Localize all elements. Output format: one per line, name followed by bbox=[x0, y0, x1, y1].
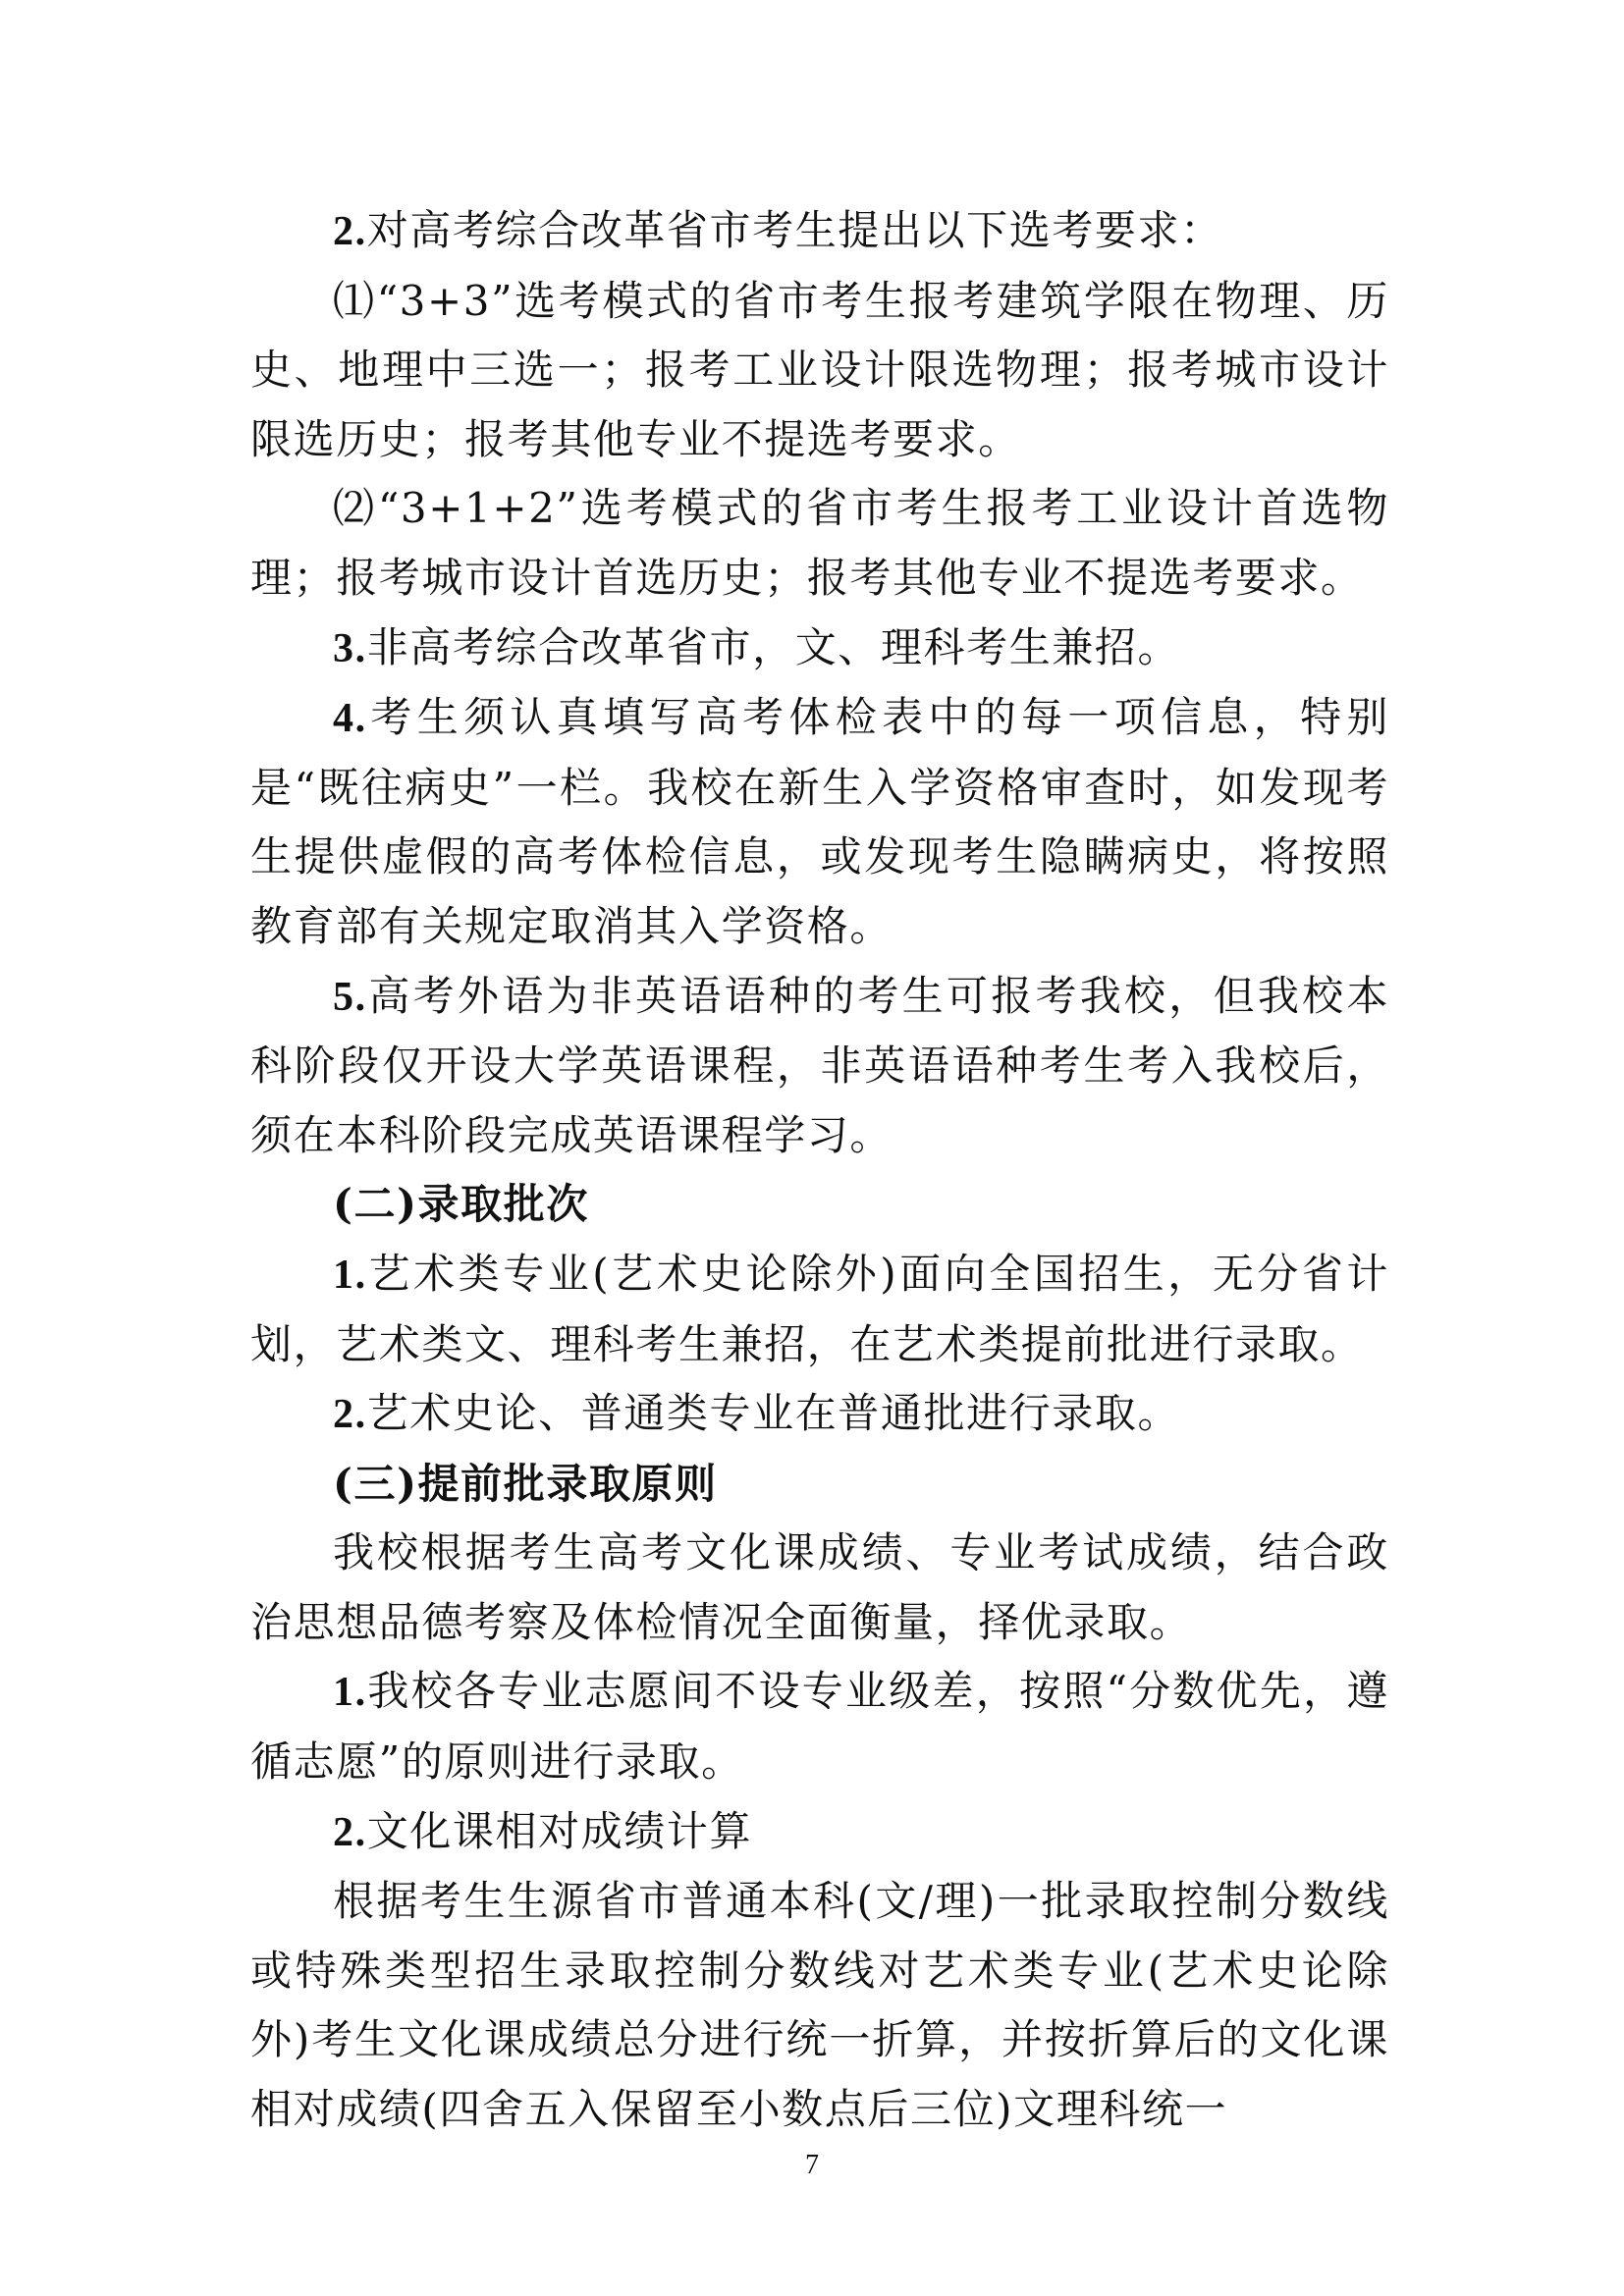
paragraph-text: 艺术史论、普通类专业在普通批进行录取。 bbox=[366, 1389, 1181, 1438]
paragraph-text: 艺术类专业(艺术史论除外)面向全国招生，无分省计划，艺术类文、理科考生兼招，在艺术类提前批进行录取。 bbox=[250, 1249, 1389, 1368]
item-number: 1. bbox=[333, 1670, 367, 1716]
paragraph-foreign-language bbox=[250, 962, 1389, 1171]
paragraph-text: ⑵“3+1+2”选考模式的省市考生报考工业设计首选物理；报考城市设计首选历史；报考其他专业不提选考要求。 bbox=[250, 484, 1389, 602]
paragraph-relative-score-title bbox=[250, 1797, 1389, 1868]
paragraph-text: 对高考综合改革省市考生提出以下选考要求： bbox=[366, 206, 1223, 254]
document-body bbox=[250, 196, 1389, 2145]
paragraph-text: 文化课相对成绩计算 bbox=[366, 1806, 753, 1855]
item-number: 5. bbox=[333, 974, 367, 1020]
paragraph-text: 非高考综合改革省市，文、理科考生兼招。 bbox=[366, 622, 1181, 671]
item-number: 4. bbox=[333, 696, 367, 742]
section-heading-admission-batches: (二)录取批次 bbox=[333, 1180, 589, 1229]
section-heading-early-batch-principles: (三)提前批录取原则 bbox=[333, 1459, 718, 1508]
paragraph-3plus1plus2-mode bbox=[250, 474, 1389, 613]
paragraph-art-majors-batch bbox=[250, 1240, 1389, 1379]
paragraph-text: 我校各专业志愿间不设专业级差，按照“分数优先，遵循志愿”的原则进行录取。 bbox=[250, 1667, 1389, 1787]
item-number: 2. bbox=[333, 1809, 367, 1855]
paragraph-non-reform-provinces bbox=[250, 614, 1389, 684]
paragraph-text: 我校根据考生高考文化课成绩、专业考试成绩，结合政治思想品德考察及体检情况全面衡量，择优录取。 bbox=[250, 1528, 1389, 1646]
item-number: 3. bbox=[333, 625, 367, 671]
item-number: 2. bbox=[333, 209, 367, 254]
paragraph-3plus3-mode bbox=[250, 267, 1389, 475]
paragraph-relative-score-method bbox=[250, 1867, 1389, 2144]
item-number: 2. bbox=[333, 1392, 367, 1438]
paragraph-score-priority bbox=[250, 1657, 1389, 1796]
item-number: 1. bbox=[333, 1252, 367, 1298]
page-number: 7 bbox=[805, 2150, 819, 2180]
paragraph-general-batch bbox=[250, 1379, 1389, 1450]
paragraph-health-check bbox=[250, 683, 1389, 961]
paragraph-subject-requirements bbox=[250, 196, 1389, 267]
paragraph-selection-basis bbox=[250, 1519, 1389, 1657]
paragraph-text: ⑴“3+3”选考模式的省市考生报考建筑学限在物理、历史、地理中三选一；报考工业设计限选物理；报考城市设计限选历史；报考其他专业不提选考要求。 bbox=[250, 276, 1389, 463]
paragraph-text: 考生须认真填写高考体检表中的每一项信息，特别是“既往病史”一栏。我校在新生入学资格审查时，如发现考生提供虚假的高考体检信息，或发现考生隐瞒病史，将按照教育部有关规定取消其入学资格。 bbox=[250, 693, 1389, 950]
paragraph-text: 高考外语为非英语语种的考生可报考我校，但我校本科阶段仅开设大学英语课程，非英语语种考生考入我校后，须在本科阶段完成英语课程学习。 bbox=[250, 971, 1389, 1159]
paragraph-text: 根据考生生源省市普通本科(文/理)一批录取控制分数线或特殊类型招生录取控制分数线对艺术类专业(艺术史论除外)考生文化课成绩总分进行统一折算，并按折算后的文化课相对成绩(四舍五入保留至小数点后三位)文理科统一 bbox=[250, 1877, 1389, 2134]
